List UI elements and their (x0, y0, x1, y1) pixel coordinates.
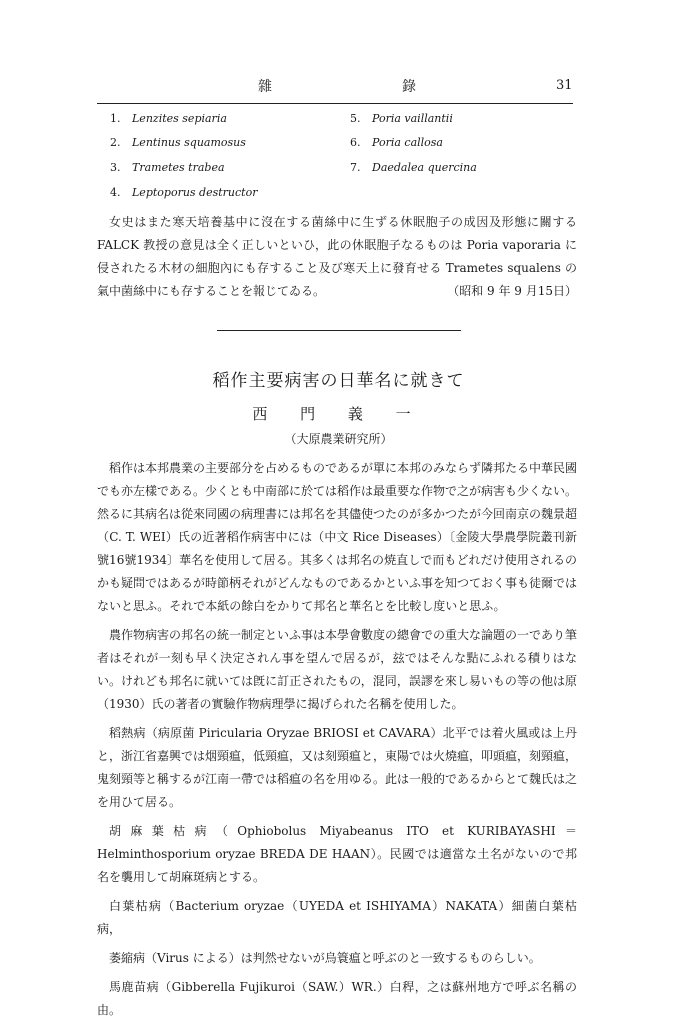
section-divider (217, 330, 461, 331)
article-body (97, 457, 577, 1028)
header-rule (97, 103, 573, 104)
body-paragraph: 稻作は本邦農業の主要部分を占めるものであるが單に本邦のみならず隣邦たる中華民國でも亦左樣である。少くとも中南部に於ては稻作は最重要な作物で之が病害も少くない。然るに其病名は從來同國の病理書には邦名を其儘使つたのが多かつたが今回南京の魏景超（C. T. WEI）氏の近著稻作病害中には（中文 Rice Diseases）〔金陵大學農學院叢刊新號16號1934〕華名を使用して居る。其多くは邦名の焼直しで而もどれだけ使用されるのかも疑問ではあるが時節柄それがどんなものであるかといふ事を知つておく事も徒爾ではないと思ふ。それで本紙の餘白をかりて邦名と華名とを比較し度いと思ふ。 (97, 461, 578, 613)
intro-date: （昭和 9 年 9 月15日） (447, 284, 577, 298)
body-paragraph: 馬鹿苗病（Gibberella Fujikuroi（SAW.）WR.）白稈，之は蘇州地方で呼ぶ名稱の由。 (97, 980, 577, 1017)
body-paragraph: 稻熱病（病原菌 Piricularia Oryzae BRIOSI et CAVARA）北平では着火風或は上丹と，浙江省嘉興では烟頸瘟，低頸瘟，又は刻頸瘟と，東陽では火燒瘟，叩頭瘟，刻頸瘟，鬼刻頸等と稱するが江南一帶では稻瘟の名を用ゆる。此は一般的であるからとて魏氏は之を用ひて居る。 (97, 726, 578, 809)
list-item: 1. Lenzites sepiaria (110, 112, 227, 125)
list-item: 4. Leptoporus destructor (110, 186, 258, 199)
intro-paragraph: 女史はまた寒天培養基中に沒在する菌絲中に生ずる休眠胞子の成因及形態に關する FALCK 教授の意見は全く正しいといひ，此の休眠胞子なるものは Poria vaporaria に侵されたる木材の細胞內にも存すること及び寒天上に發育せる Trametes squalens の氣中菌絲中にも存することを報じてゐる。 （昭和 9 年 9 月15日） (97, 211, 577, 303)
list-item: 3. Trametes trabea (110, 161, 225, 174)
list-item: 6. Poria callosa (350, 136, 443, 149)
list-item: 7. Daedalea quercina (350, 161, 477, 174)
article-author: 西 門 義 一 (252, 405, 425, 423)
body-paragraph: 胡麻葉枯病（Ophiobolus Miyabeanus ITO et KURIBAYASHI＝Helminthosporium oryzae BREDA DE HAAN）。民國では適當な土名がないので邦名を襲用して胡麻斑病とする。 (97, 824, 577, 884)
list-item: 5. Poria vaillantii (350, 112, 453, 125)
body-paragraph: 萎縮病（Virus による）は判然せないが烏簑瘟と呼ぶのと一致するものらしい。 (109, 951, 541, 965)
article-title: 稻作主要病害の日華名に就きて (212, 371, 465, 391)
article-affiliation: （大原農業硏究所） (284, 432, 393, 446)
running-header-left: 雜 (258, 79, 274, 95)
body-paragraph: 白葉枯病（Bacterium oryzae（UYEDA et ISHIYAMA）NAKATA）細菌白葉枯病， (97, 899, 577, 936)
list-item: 2. Lentinus squamosus (110, 136, 246, 149)
running-header-right: 錄 (402, 79, 418, 95)
page-number: 31 (556, 78, 573, 93)
body-paragraph: 農作物病害の邦名の統一制定といふ事は本學會數度の總會での重大な論題の一であり筆者はそれが一刻も早く決定されん事を望んで居るが，玆ではそんな點にふれる積りはない。けれども邦名に就いては旣に訂正されたもの，混同，誤謬を來し易いもの等の他は原（1930）氏の著者の實驗作物病理學に揭げられた名稱を使用した。 (97, 628, 578, 711)
intro-paragraph-block (97, 211, 577, 303)
